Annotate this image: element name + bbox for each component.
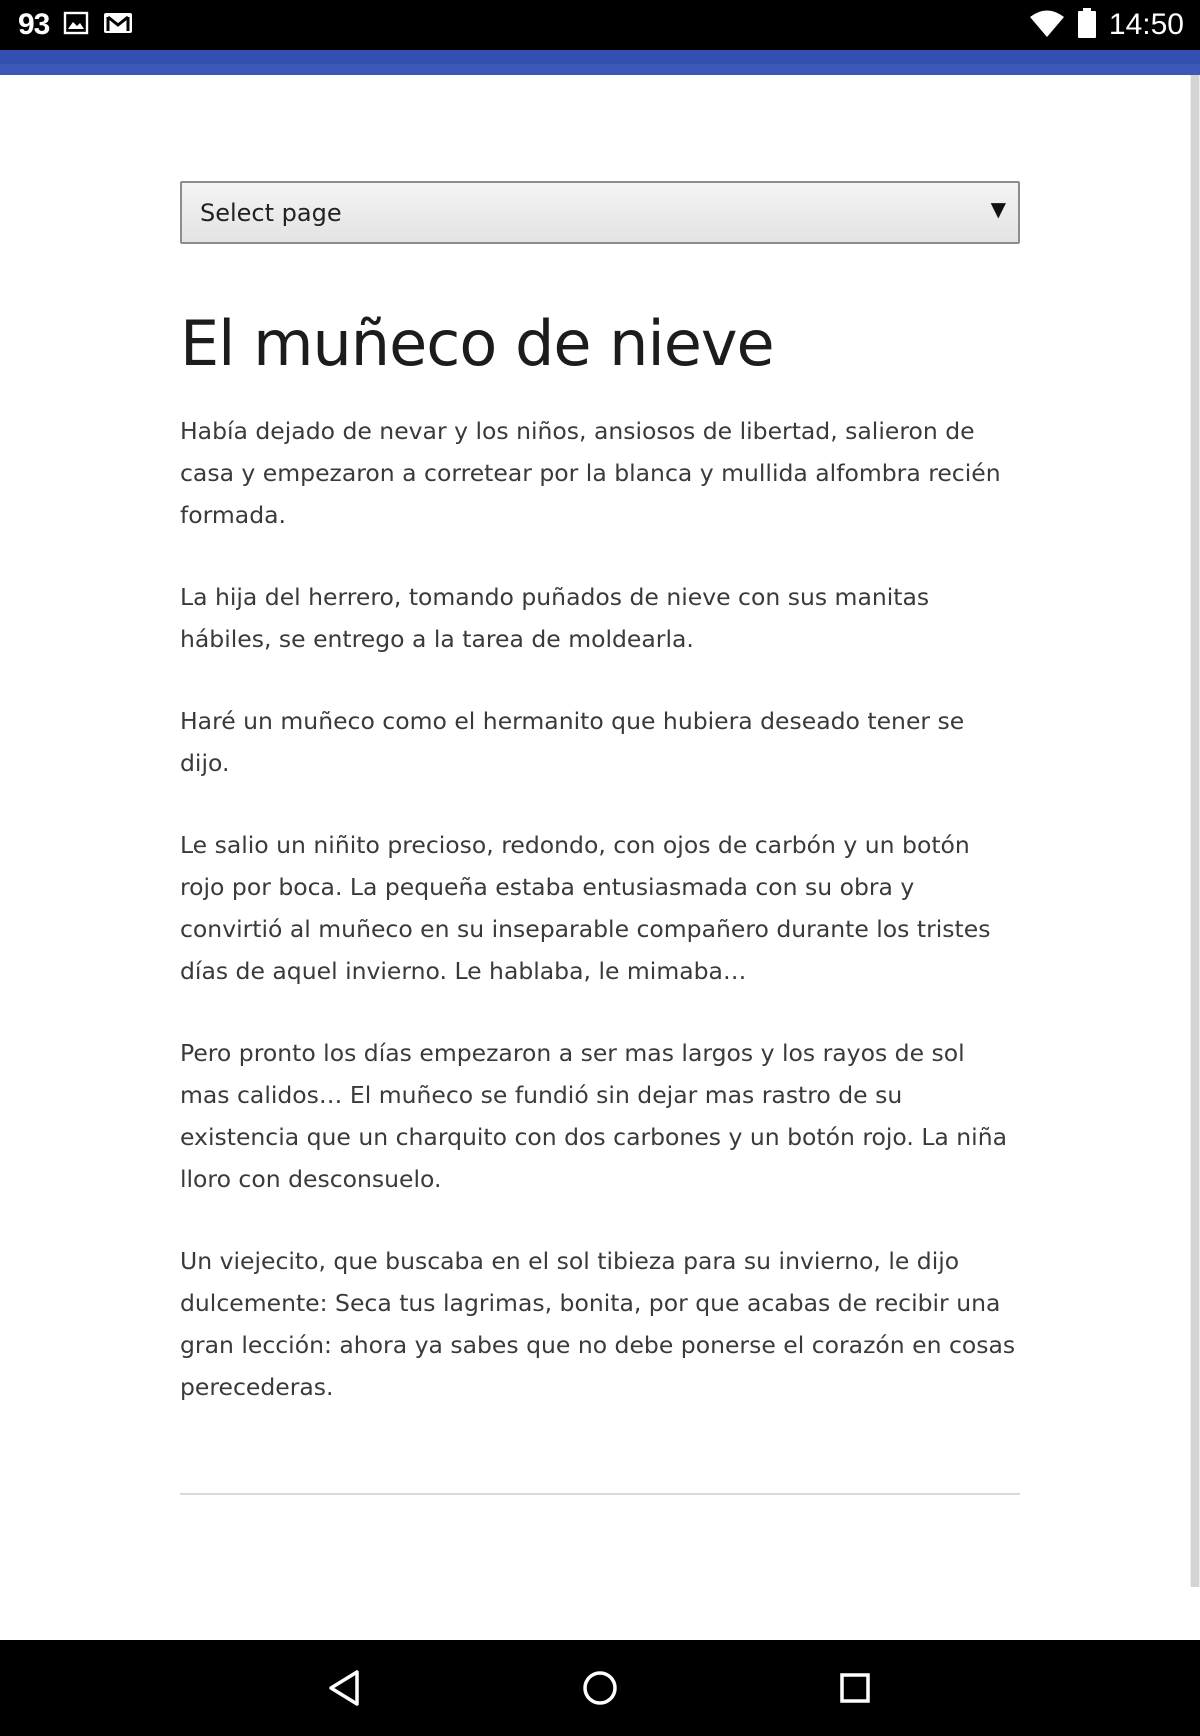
main-content [180,181,1020,1448]
battery-icon [1077,8,1097,42]
status-left [18,0,133,50]
page-title: El muñeco de nieve [180,307,774,380]
recents-icon [835,1668,875,1708]
notification-count: 93 [18,8,50,41]
scrollbar-thumb[interactable] [1191,75,1199,1587]
back-button[interactable] [285,1640,405,1736]
header-accent-bar-inner [0,50,1200,64]
home-icon [580,1668,620,1708]
navigation-bar [0,1640,1200,1736]
paragraph: La hija del herrero, tomando puñados de nieve con sus manitas hábiles, se entrego a la tarea de moldearla. [180,583,930,653]
scrollbar[interactable] [1190,75,1200,1587]
select-page-label: Select page [200,198,342,227]
dropdown-arrow-icon: ▼ [990,197,1006,221]
gmail-icon [103,11,133,39]
clock: 14:50 [1108,8,1184,41]
paragraph: Pero pronto los días empezaron a ser mas largos y los rayos de sol mas calidos… El muñeco se fundió sin dejar mas rastro de su existencia que un charquito con dos carbones y un botón rojo. La niña lloro con desconsuelo. [180,1039,1008,1193]
wifi-icon [1029,8,1065,42]
image-icon [63,11,89,39]
recents-button[interactable] [795,1640,915,1736]
paragraph: Le salio un niñito precioso, redondo, con ojos de carbón y un botón rojo por boca. La pequeña estaba entusiasmada con su obra y convirtió al muñeco en su inseparable compañero durante los tristes días de aquel invierno. Le hablaba, le mimaba… [180,831,991,985]
home-button[interactable] [540,1640,660,1736]
article-body [180,410,1020,1408]
paragraph: Un viejecito, que buscaba en el sol tibieza para su invierno, le dijo dulcemente: Seca tus lagrimas, bonita, por que acabas de recibir una gran lección: ahora ya sabes que no debe ponerse el corazón en cosas perecederas. [180,1247,1016,1401]
back-icon [325,1668,365,1708]
status-bar [0,0,1200,50]
paragraph: Había dejado de nevar y los niños, ansiosos de libertad, salieron de casa y empezaron a corretear por la blanca y mullida alfombra recién formada. [180,417,1001,529]
paragraph: Haré un muñeco como el hermanito que hubiera deseado tener se dijo. [180,707,965,777]
content-divider [180,1493,1020,1495]
select-page-dropdown[interactable] [180,181,1020,244]
status-right [1029,0,1184,50]
header-accent-bar [0,50,1200,75]
